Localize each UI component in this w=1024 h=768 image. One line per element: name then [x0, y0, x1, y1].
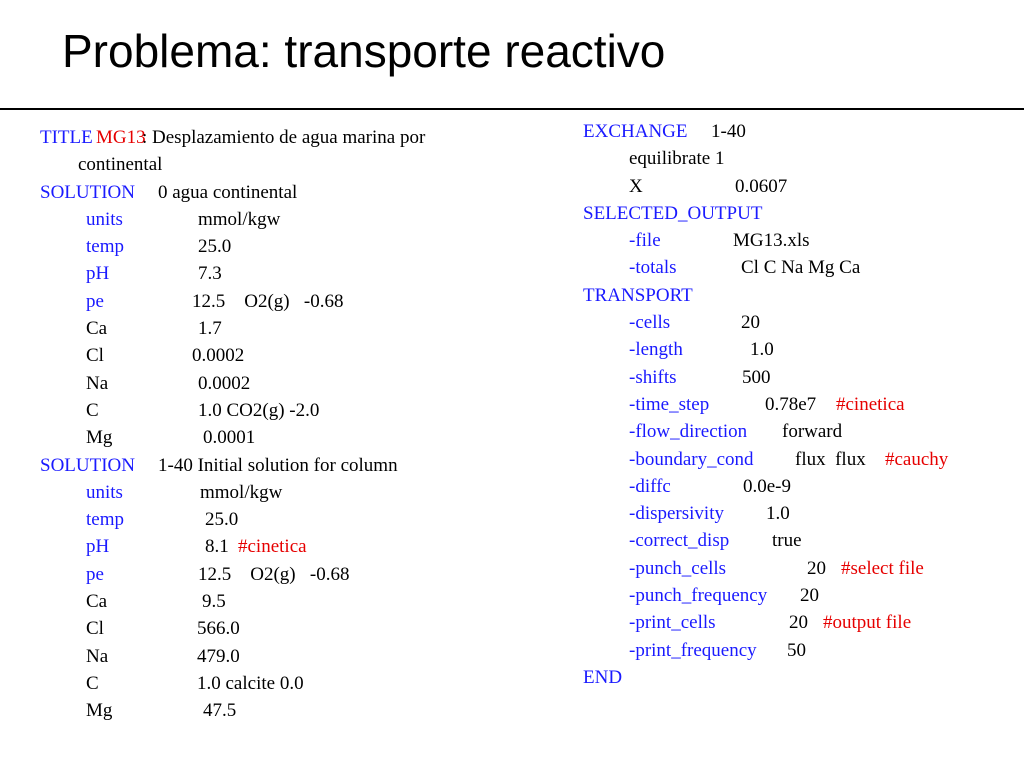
- code-line-s0-pe: [40, 288, 560, 315]
- param-key: equilibrate 1: [629, 148, 725, 170]
- param-key: Ca: [86, 318, 108, 340]
- param-value: 8.1: [205, 536, 229, 558]
- param-value: 1.0 calcite 0.0: [197, 672, 304, 694]
- param-value: 1.0: [750, 339, 774, 361]
- right-code-column: [583, 118, 1023, 691]
- param-key: units: [86, 208, 123, 230]
- code-line-transport: [583, 282, 1023, 309]
- param-value: mmol/kgw: [198, 208, 281, 230]
- code-line-tr-correct-disp: [583, 527, 1023, 554]
- param-key: -dispersivity: [629, 503, 724, 525]
- param-key: units: [86, 481, 123, 503]
- param-key: C: [86, 672, 99, 694]
- param-key: -file: [629, 230, 661, 252]
- code-line-s0-temp: [40, 233, 560, 260]
- param-key: temp: [86, 509, 124, 531]
- param-value: 12.5 O2(g) -0.68: [198, 563, 350, 585]
- param-comment: #output file: [823, 612, 912, 634]
- code-line-selected-output: [583, 200, 1023, 227]
- code-line-s0-cl: [40, 342, 560, 369]
- code-line-tr-print-cells: [583, 609, 1023, 636]
- code-line-s1-ca: [40, 588, 560, 615]
- code-line-s1-pe: [40, 561, 560, 588]
- param-key: pe: [86, 290, 104, 312]
- param-value: 7.3: [198, 263, 222, 285]
- keyword-transport: TRANSPORT: [583, 284, 693, 306]
- code-line-s1-na: [40, 643, 560, 670]
- code-line-s1-c: [40, 670, 560, 697]
- code-line-solution0: [40, 179, 560, 206]
- code-line-tr-print-frequency: [583, 637, 1023, 664]
- param-key: pH: [86, 263, 110, 285]
- code-line-s0-c: [40, 397, 560, 424]
- param-value: 0.0001: [203, 427, 256, 449]
- param-value: 0.0607: [735, 175, 788, 197]
- param-key: Cl: [86, 345, 104, 367]
- param-key: -correct_disp: [629, 530, 730, 552]
- param-key: Cl: [86, 618, 104, 640]
- code-line-s1-units: [40, 479, 560, 506]
- param-value: 12.5 O2(g) -0.68: [192, 290, 344, 312]
- code-line-s1-ph: [40, 533, 560, 560]
- code-line-s0-mg: [40, 424, 560, 451]
- code-line-tr-length: [583, 336, 1023, 363]
- param-value: 20: [741, 312, 760, 334]
- keyword-selected-output: SELECTED_OUTPUT: [583, 202, 763, 224]
- code-line-end: [583, 664, 1023, 691]
- title-name: MG13: [96, 127, 146, 148]
- code-line-so-totals: [583, 254, 1023, 281]
- param-key: -shifts: [629, 366, 677, 388]
- code-line-tr-punch-cells: [583, 555, 1023, 582]
- param-value: 0.0e-9: [743, 475, 792, 497]
- param-key: -totals: [629, 257, 677, 279]
- code-line-ex-equilibrate: [583, 145, 1023, 172]
- param-value: 479.0: [197, 645, 240, 667]
- param-value: 20: [800, 585, 819, 607]
- param-key: Ca: [86, 591, 108, 613]
- code-line-tr-boundary-cond: [583, 446, 1023, 473]
- keyword-solution: SOLUTION: [40, 454, 135, 476]
- param-value: MG13.xls: [733, 230, 810, 252]
- param-value: 47.5: [203, 700, 237, 722]
- param-value: forward: [782, 421, 843, 443]
- param-value: 566.0: [197, 618, 240, 640]
- keyword-solution: SOLUTION: [40, 181, 135, 203]
- solution1-desc: 1-40 Initial solution for column: [158, 454, 398, 476]
- param-key: -time_step: [629, 393, 710, 415]
- param-key: -punch_cells: [629, 557, 727, 579]
- param-value: 0.0002: [198, 372, 251, 394]
- code-line-s1-cl: [40, 615, 560, 642]
- param-key: -print_cells: [629, 612, 716, 634]
- code-line-tr-shifts: [583, 364, 1023, 391]
- param-value: mmol/kgw: [200, 481, 283, 503]
- code-line-solution1: [40, 452, 560, 479]
- param-key: Na: [86, 645, 109, 667]
- param-key: -print_frequency: [629, 639, 757, 661]
- param-value: 20: [807, 557, 826, 579]
- exchange-range: 1-40: [711, 121, 746, 142]
- param-value: 25.0: [205, 509, 239, 531]
- param-value: flux flux: [795, 448, 866, 470]
- slide-title: Problema: transporte reactivo: [62, 25, 666, 77]
- param-key: pe: [86, 563, 104, 585]
- code-line-so-file: [583, 227, 1023, 254]
- param-key: -cells: [629, 312, 671, 334]
- param-comment: #cauchy: [885, 448, 949, 470]
- code-line-tr-flow-direction: [583, 418, 1023, 445]
- param-value: 1.0 CO2(g) -2.0: [198, 399, 320, 421]
- param-value: 50: [787, 639, 806, 661]
- keyword-exchange: EXCHANGE: [583, 121, 688, 142]
- param-value: 1.0: [766, 503, 790, 525]
- code-line-tr-cells: [583, 309, 1023, 336]
- param-key: temp: [86, 236, 124, 258]
- param-key: -punch_frequency: [629, 585, 768, 607]
- param-value: 500: [742, 366, 771, 388]
- code-line-s1-temp: [40, 506, 560, 533]
- param-key: Mg: [86, 700, 113, 722]
- title-text: : Desplazamiento de agua marina por: [142, 127, 426, 148]
- code-line-s0-ph: [40, 260, 560, 287]
- param-value: 25.0: [198, 236, 232, 258]
- param-value: true: [772, 530, 802, 552]
- title-divider: [0, 108, 1024, 110]
- code-line-s0-ca: [40, 315, 560, 342]
- param-key: -diffc: [629, 475, 671, 497]
- param-value: 0.0002: [192, 345, 245, 367]
- code-line-title-cont: [40, 151, 560, 178]
- title-text-cont: continental: [78, 154, 163, 176]
- param-comment: #select file: [841, 557, 924, 579]
- param-key: -boundary_cond: [629, 448, 754, 470]
- param-key: -flow_direction: [629, 421, 748, 443]
- param-value: 1.7: [198, 318, 222, 340]
- code-line-tr-diffc: [583, 473, 1023, 500]
- code-line-title: [40, 124, 560, 151]
- code-line-s0-na: [40, 370, 560, 397]
- code-line-ex-x: [583, 173, 1023, 200]
- param-key: pH: [86, 536, 110, 558]
- param-comment: #cinetica: [238, 536, 307, 558]
- left-code-column: [40, 124, 560, 725]
- code-line-tr-time-step: [583, 391, 1023, 418]
- code-line-exchange: [583, 118, 1023, 145]
- param-key: Na: [86, 372, 109, 394]
- param-value: 20: [789, 612, 808, 634]
- param-key: C: [86, 399, 99, 421]
- param-key: X: [629, 175, 643, 197]
- code-line-tr-punch-frequency: [583, 582, 1023, 609]
- param-value: 0.78e7: [765, 393, 817, 415]
- param-key: Mg: [86, 427, 113, 449]
- param-key: -length: [629, 339, 683, 361]
- param-value: 9.5: [202, 591, 226, 613]
- code-line-tr-dispersivity: [583, 500, 1023, 527]
- keyword-end: END: [583, 666, 623, 688]
- solution0-desc: 0 agua continental: [158, 181, 298, 203]
- param-value: Cl C Na Mg Ca: [741, 257, 861, 279]
- code-line-s0-units: [40, 206, 560, 233]
- code-line-s1-mg: [40, 697, 560, 724]
- keyword-title: TITLE: [40, 127, 93, 148]
- param-comment: #cinetica: [836, 393, 905, 415]
